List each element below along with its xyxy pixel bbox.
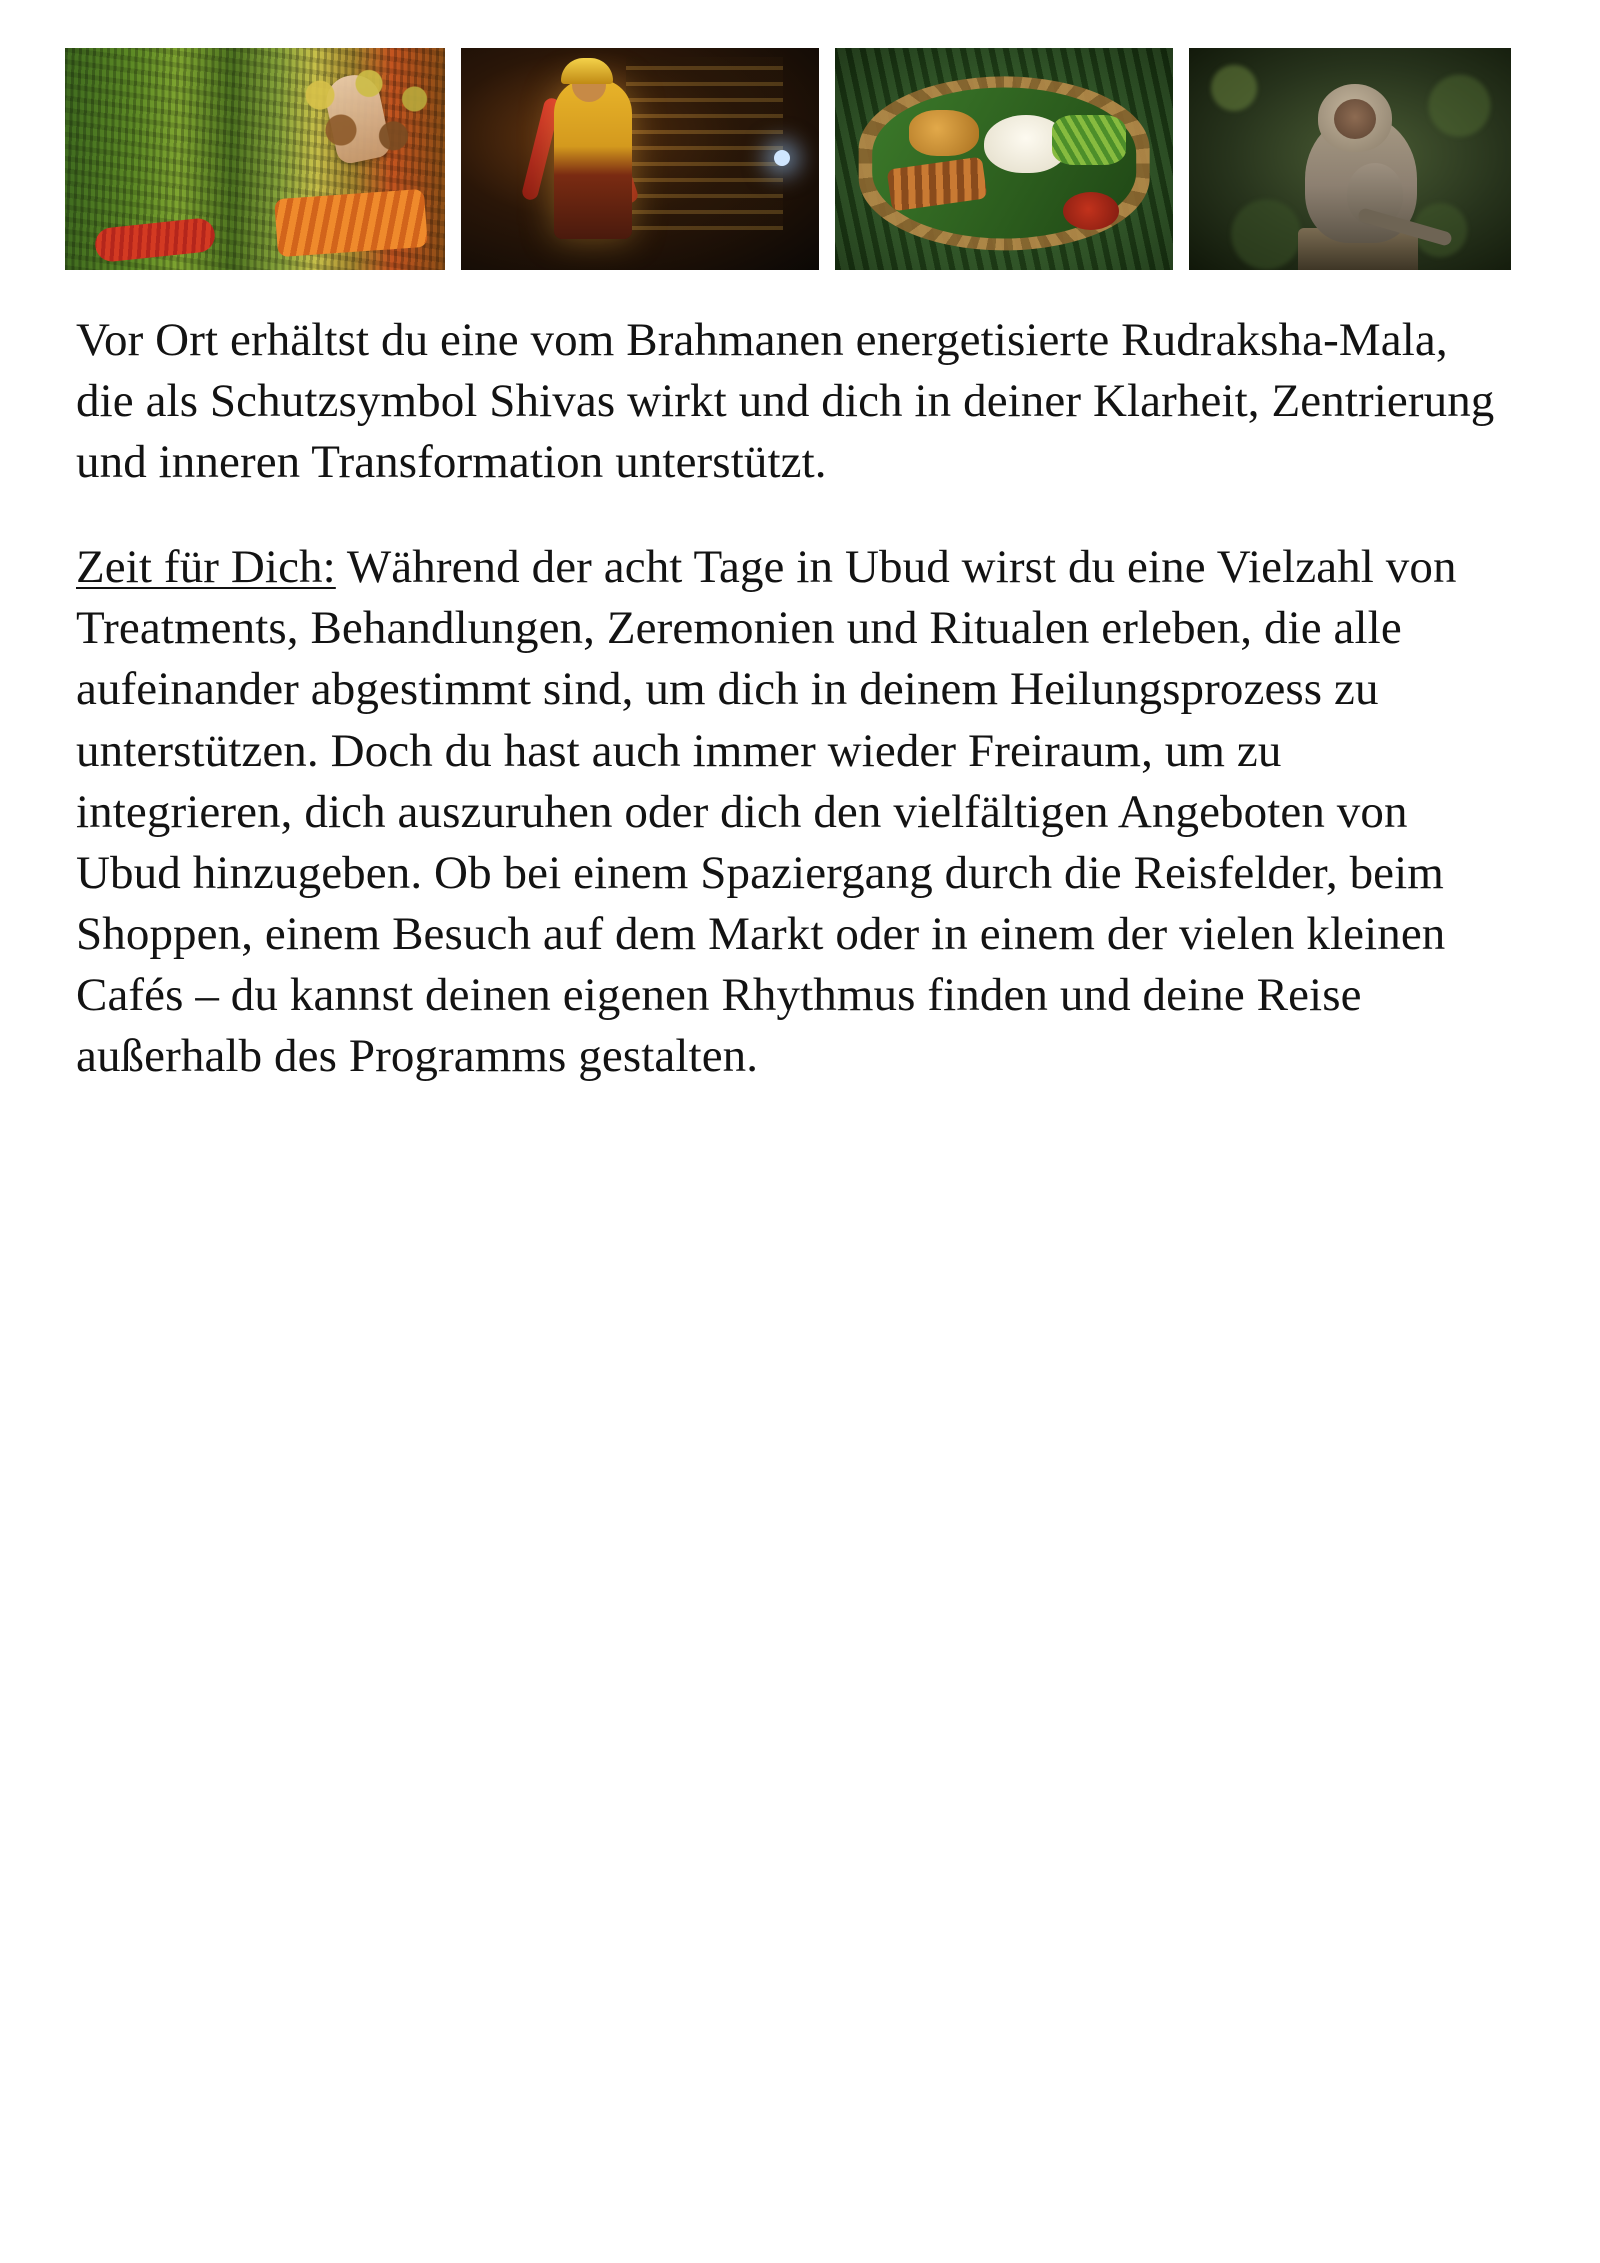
balinese-dancer-photo: [461, 48, 819, 270]
macaque-monkey-photo-art: [1189, 48, 1511, 270]
monkey-face-shape: [1334, 99, 1376, 139]
balinese-food-platter-photo-art: [835, 48, 1173, 270]
stage-light-flare-shape: [774, 150, 790, 166]
dancer-costume-shape: [554, 79, 632, 239]
paragraph-rudraksha-text: Vor Ort erhältst du eine vom Brahmanen energetisierte Rudraksha-Mala, die als Schutzsymbol Shivas wirkt und dich in deiner Klarheit, Zentrierung und inneren Transformation unterstützt.: [76, 314, 1495, 489]
paragraph-zeit-fuer-dich-text: Während der acht Tage in Ubud wirst du eine Vielzahl von Treatments, Behandlungen, Zeremonien und Ritualen erleben, die alle aufeinander abgestimmt sind, um dich in deinem Heilungsprozess zu unterstützen. Doch du hast auch immer wieder Freiraum, um zu integrieren, dich auszuruhen oder dich den vielfältigen Angeboten von Ubud hinzugeben. Ob bei einem Spaziergang durch die Reisfelder, beim Shoppen, einem Besuch auf dem Markt oder in einem der vielen kleinen Cafés – du kannst deinen eigenen Rhythmus finden und deine Reise außerhalb des Programms gestalten.: [76, 541, 1457, 1083]
document-body: [62, 310, 1538, 1087]
carrot-pile-shape: [274, 189, 428, 257]
dancer-crown-shape: [561, 58, 613, 84]
vendor-hand-shape: [322, 70, 393, 165]
paragraph-zeit-fuer-dich: [76, 537, 1496, 1087]
paragraph-lead-label: Zeit für Dich:: [76, 541, 336, 594]
temple-backdrop-shape: [626, 57, 784, 230]
balinese-food-platter-photo: [835, 48, 1173, 270]
red-chilli-pile-shape: [94, 217, 217, 263]
market-vegetables-photo: [65, 48, 445, 270]
fritter-shape: [909, 110, 979, 156]
paragraph-rudraksha: [76, 310, 1496, 493]
balinese-dancer-photo-art: [461, 48, 819, 270]
macaque-monkey-photo: [1189, 48, 1511, 270]
image-strip: [65, 48, 1538, 270]
sambal-shape: [1063, 192, 1119, 230]
vegetable-side-shape: [1052, 115, 1126, 165]
market-vegetables-photo-art: [65, 48, 445, 270]
